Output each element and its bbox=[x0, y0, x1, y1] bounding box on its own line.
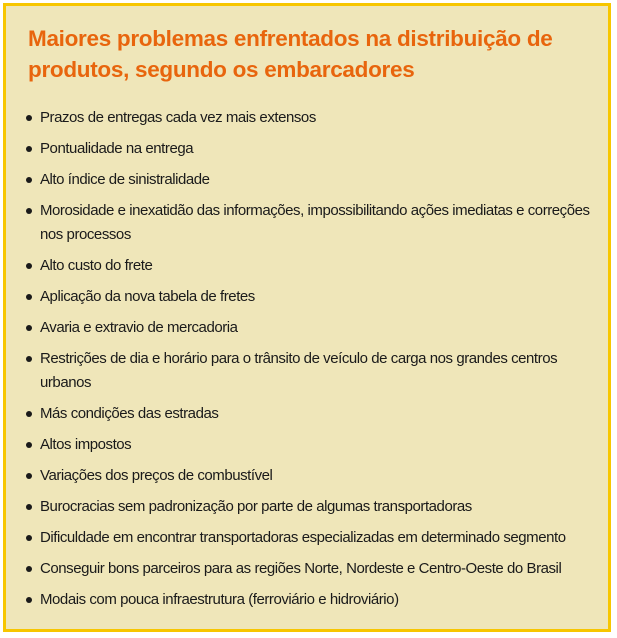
list-item bbox=[24, 402, 604, 426]
list-item bbox=[24, 316, 604, 340]
list-item bbox=[24, 526, 604, 550]
list-item-text: Avaria e extravio de mercadoria bbox=[40, 319, 238, 336]
bullet-icon bbox=[26, 177, 32, 183]
bullet-icon bbox=[26, 473, 32, 479]
bullet-icon bbox=[26, 356, 32, 362]
list-item bbox=[24, 464, 604, 488]
list-item-text: Morosidade e inexatidão das informações, impossibilitando ações imediatas e correções nos processos bbox=[40, 202, 590, 243]
bullet-icon bbox=[26, 208, 32, 214]
bullet-icon bbox=[26, 535, 32, 541]
bullet-icon bbox=[26, 294, 32, 300]
list-item bbox=[24, 199, 604, 247]
problems-list bbox=[24, 106, 604, 619]
list-item-text: Pontualidade na entrega bbox=[40, 140, 194, 157]
list-item-text: Alto índice de sinistralidade bbox=[40, 171, 210, 188]
box-title: Maiores problemas enfrentados na distribuição de produtos, segundo os embarcadores bbox=[28, 26, 553, 82]
bullet-icon bbox=[26, 263, 32, 269]
bullet-icon bbox=[26, 325, 32, 331]
bullet-icon bbox=[26, 566, 32, 572]
list-item-text: Conseguir bons parceiros para as regiões Norte, Nordeste e Centro-Oeste do Brasil bbox=[40, 560, 562, 577]
list-item bbox=[24, 254, 604, 278]
list-item bbox=[24, 557, 604, 581]
list-item-text: Alto custo do frete bbox=[40, 257, 153, 274]
list-item-text: Prazos de entregas cada vez mais extensos bbox=[40, 109, 316, 126]
bullet-icon bbox=[26, 504, 32, 510]
list-item bbox=[24, 168, 604, 192]
list-item-text: Burocracias sem padronização por parte de algumas transportadoras bbox=[40, 498, 472, 515]
info-box bbox=[3, 3, 611, 632]
list-item-text: Más condições das estradas bbox=[40, 405, 219, 422]
bullet-icon bbox=[26, 442, 32, 448]
list-item bbox=[24, 285, 604, 309]
bullet-icon bbox=[26, 115, 32, 121]
list-item-text: Restrições de dia e horário para o trânsito de veículo de carga nos grandes centros urbanos bbox=[40, 350, 558, 391]
list-item bbox=[24, 347, 604, 395]
list-item bbox=[24, 495, 604, 519]
list-item bbox=[24, 433, 604, 457]
bullet-icon bbox=[26, 146, 32, 152]
bullet-icon bbox=[26, 597, 32, 603]
list-item bbox=[24, 588, 604, 612]
list-item-text: Aplicação da nova tabela de fretes bbox=[40, 288, 255, 305]
list-item bbox=[24, 106, 604, 130]
bullet-icon bbox=[26, 411, 32, 417]
list-item bbox=[24, 137, 604, 161]
list-item-text: Variações dos preços de combustível bbox=[40, 467, 273, 484]
list-item-text: Altos impostos bbox=[40, 436, 132, 453]
list-item-text: Dificuldade em encontrar transportadoras especializadas em determinado segmento bbox=[40, 529, 566, 546]
list-item-text: Modais com pouca infraestrutura (ferroviário e hidroviário) bbox=[40, 591, 399, 608]
